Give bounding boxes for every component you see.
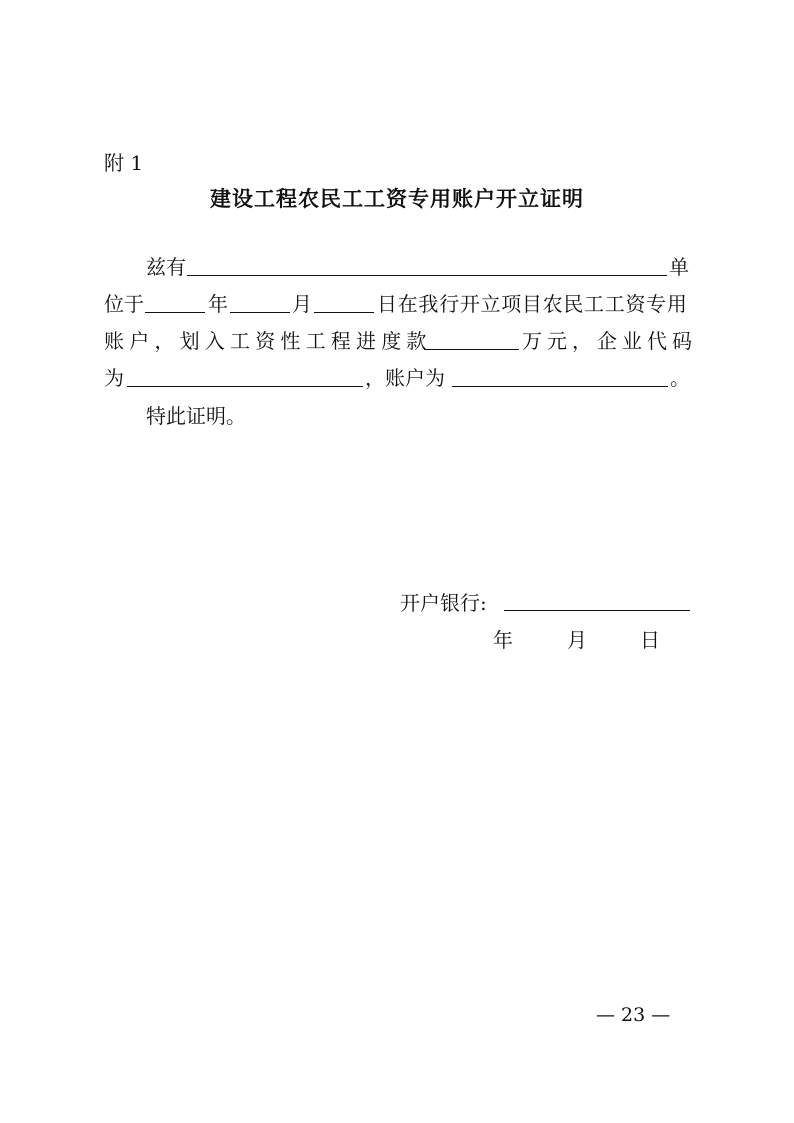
text-wei: 为: [104, 366, 124, 390]
text-account-opened: [377, 292, 687, 316]
glyph: 立: [480, 292, 501, 316]
month-blank[interactable]: [230, 312, 290, 313]
glyph: 民: [563, 292, 584, 316]
document-title: 建设工程农民工工资专用账户开立证明: [210, 187, 584, 211]
account-number-blank[interactable]: [452, 386, 668, 387]
text-wei-yu: 位于: [104, 292, 144, 316]
glyph: 我: [418, 292, 439, 316]
glyph: 项: [501, 292, 522, 316]
glyph: 农: [542, 292, 563, 316]
text-account-opened-content: [377, 292, 687, 316]
closing-text: 特此证明。: [146, 404, 246, 428]
glyph: 目: [521, 292, 542, 316]
page-number: — 23 —: [596, 1004, 671, 1026]
glyph: 工: [584, 292, 605, 316]
bank-label: 开户银行:: [400, 591, 487, 615]
glyph: 开: [459, 292, 480, 316]
glyph: 行: [439, 292, 460, 316]
attachment-label: 附 1: [104, 151, 144, 175]
glyph: 用: [666, 292, 687, 316]
text-month: 月: [292, 292, 312, 316]
text-wan-yuan: 万元，企业代码: [522, 329, 697, 353]
signature-year: 年: [493, 628, 513, 652]
enterprise-code-blank[interactable]: [127, 386, 363, 387]
glyph: 资: [625, 292, 646, 316]
day-blank[interactable]: [314, 312, 374, 313]
signature-day: 日: [640, 628, 660, 652]
glyph: 日: [377, 292, 397, 316]
glyph: 在: [397, 292, 418, 316]
text-period: 。: [670, 366, 690, 390]
amount-blank[interactable]: [424, 349, 519, 350]
text-year: 年: [208, 292, 228, 316]
year-blank[interactable]: [145, 312, 205, 313]
text-zi-you: 兹有: [146, 255, 186, 279]
text-dan: 单: [669, 255, 689, 279]
glyph: 工: [604, 292, 625, 316]
signature-month: 月: [567, 628, 587, 652]
text-account-is: ，账户为: [365, 366, 445, 390]
glyph: 专: [646, 292, 667, 316]
unit-name-blank[interactable]: [187, 275, 667, 276]
bank-name-blank[interactable]: [504, 610, 690, 611]
text-account-transfer: 账户，划入工资性工程进度款: [104, 329, 432, 353]
